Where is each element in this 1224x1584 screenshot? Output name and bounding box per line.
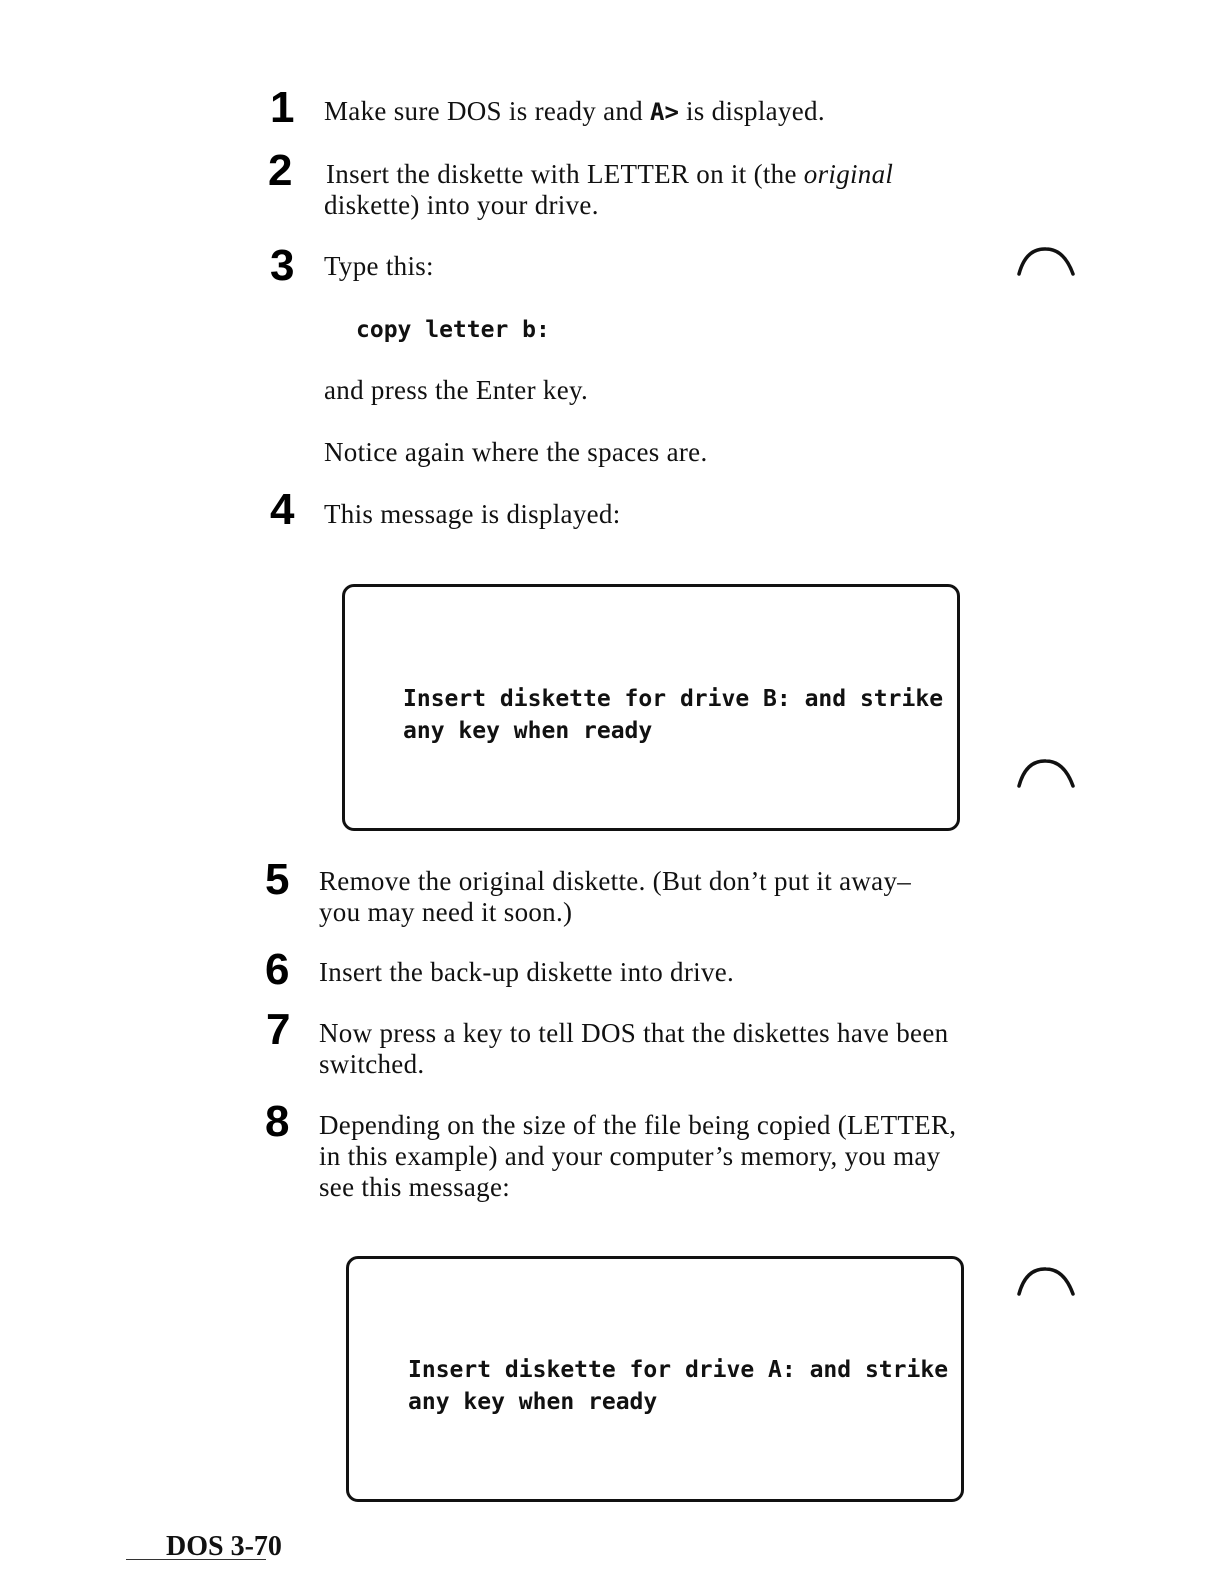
step-text-1 <box>324 96 825 128</box>
screen-message-1-line-1: Insert diskette for drive B: and strike <box>403 686 944 712</box>
step-text-7-line-1: Now press a key to tell DOS that the diskettes have been <box>319 1018 949 1048</box>
binder-arc-mark-2 <box>1016 756 1076 790</box>
step-number-2: 2 <box>268 146 293 195</box>
step-text-3: Type this: <box>324 251 434 281</box>
step-number-4: 4 <box>270 485 295 534</box>
step-number-3: 3 <box>270 241 295 290</box>
screen-message-1-line-2: any key when ready <box>403 718 653 744</box>
step-number-1: 1 <box>270 83 295 132</box>
step-text-8-line-3: see this message: <box>319 1172 511 1202</box>
step-text-7-line-2: switched. <box>319 1049 425 1079</box>
step-1-text-before: Make sure DOS is ready and <box>324 96 651 126</box>
step-1-text-after: is displayed. <box>678 96 825 126</box>
step-2-text-before: Insert the diskette with LETTER on it (the <box>326 159 804 189</box>
binder-arc-mark-1 <box>1016 244 1076 278</box>
step-3-paragraph-1: and press the Enter key. <box>324 375 589 405</box>
step-text-4: This message is displayed: <box>324 499 621 529</box>
step-text-8-line-2: in this example) and your computer’s memory, you may <box>319 1141 941 1171</box>
binder-arc-mark-3 <box>1016 1264 1076 1298</box>
step-number-6: 6 <box>265 945 290 994</box>
step-text-2-line-1 <box>326 159 893 190</box>
dos-prompt: A> <box>650 98 679 126</box>
screen-message-2-line-1: Insert diskette for drive A: and strike <box>408 1357 949 1383</box>
page-number-footer: DOS 3-70 <box>166 1531 282 1562</box>
step-text-2-line-2: diskette) into your drive. <box>324 190 599 220</box>
step-text-5-line-1: Remove the original diskette. (But don’t put it away– <box>319 866 912 896</box>
step-3-paragraph-2: Notice again where the spaces are. <box>324 437 708 467</box>
screen-message-2-line-2: any key when ready <box>408 1389 658 1415</box>
step-2-emphasis: original <box>803 159 894 189</box>
step-text-5-line-2: you may need it soon.) <box>319 897 573 927</box>
step-number-7: 7 <box>266 1005 291 1054</box>
step-text-6: Insert the back-up diskette into drive. <box>319 957 735 987</box>
step-text-8-line-1: Depending on the size of the file being copied (LETTER, <box>319 1110 957 1140</box>
footer-rule <box>126 1559 266 1560</box>
command-example: copy letter b: <box>356 317 550 343</box>
step-number-8: 8 <box>265 1097 290 1146</box>
step-number-5: 5 <box>265 855 290 904</box>
